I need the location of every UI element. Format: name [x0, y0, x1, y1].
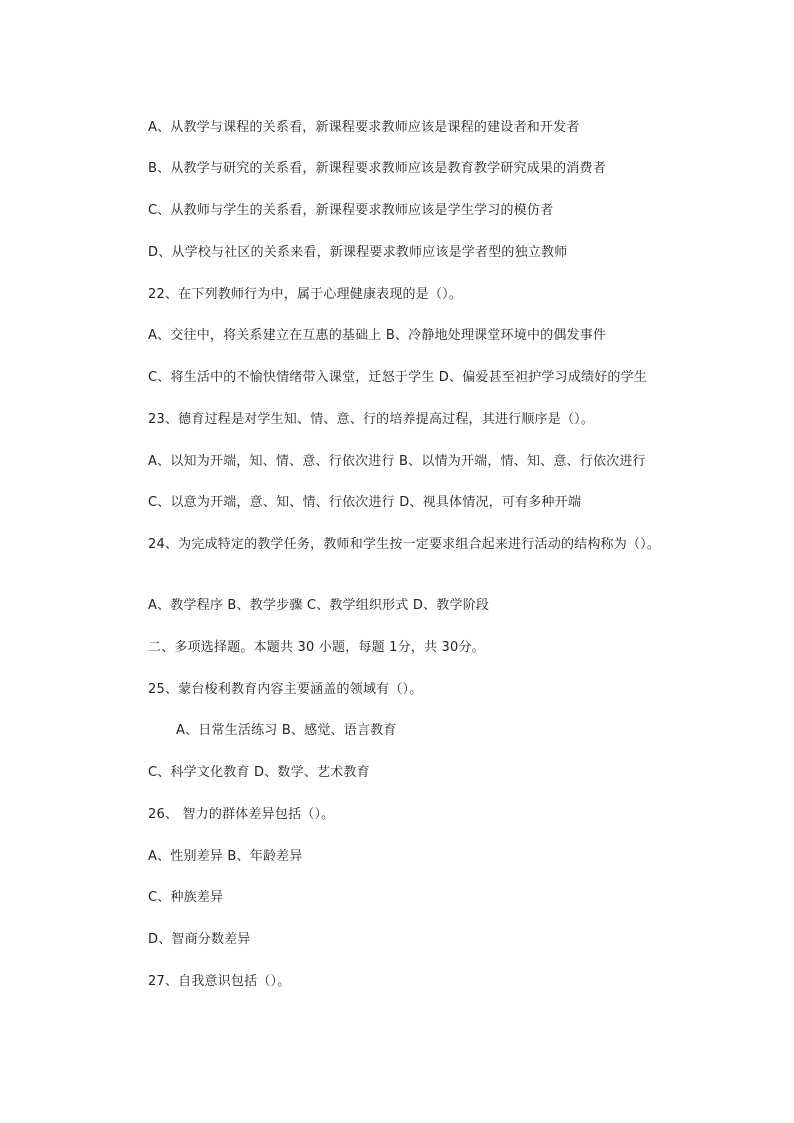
- question-24: 24、为完成特定的教学任务，教师和学生按一定要求组合起来进行活动的结构称为（）。: [148, 537, 661, 552]
- section-heading-multiple-choice: 二、多项选择题。本题共 30 小题，每题 1分，共 30分。: [148, 640, 485, 655]
- question-25-options-cd: C、科学文化教育 D、数学、艺术教育: [148, 765, 370, 780]
- question-26: 26、 智力的群体差异包括（）。: [148, 807, 335, 822]
- question-23: 23、德育过程是对学生知、情、意、行的培养提高过程，其进行顺序是（）。: [148, 412, 595, 427]
- question-26-options-ab: A、性别差异 B、年龄差异: [148, 849, 303, 864]
- question-22-options-cd: C、将生活中的不愉快情绪带入课堂，迁怒于学生 D、偏爱甚至袒护学习成绩好的学生: [148, 370, 648, 385]
- option-d-line: D、从学校与社区的关系来看，新课程要求教师应该是学者型的独立教师: [148, 245, 568, 260]
- option-a-line: A、从教学与课程的关系看，新课程要求教师应该是课程的建设者和开发者: [148, 120, 580, 135]
- question-22: 22、在下列教师行为中，属于心理健康表现的是（）。: [148, 287, 463, 302]
- question-23-options-ab: A、以知为开端，知、情、意、行依次进行 B、以情为开端，情、知、意、行依次进行: [148, 454, 646, 469]
- question-23-options-cd: C、以意为开端，意、知、情、行依次进行 D、视具体情况，可有多种开端: [148, 495, 582, 510]
- question-25-options-ab: A、日常生活练习 B、感觉、语言教育: [176, 723, 397, 738]
- option-b-line: B、从教学与研究的关系看，新课程要求教师应该是教育教学研究成果的消费者: [148, 161, 606, 176]
- question-26-option-c: C、种族差异: [148, 890, 224, 905]
- option-c-line: C、从教师与学生的关系看，新课程要求教师应该是学生学习的模仿者: [148, 203, 554, 218]
- question-24-options: A、教学程序 B、教学步骤 C、教学组织形式 D、教学阶段: [148, 598, 490, 613]
- question-22-options-ab: A、交往中，将关系建立在互惠的基础上 B、冷静地处理课堂环境中的偶发事件: [148, 328, 607, 343]
- question-25: 25、蒙台梭利教育内容主要涵盖的领域有（）。: [148, 682, 423, 697]
- question-27: 27、自我意识包括（）。: [148, 974, 291, 989]
- question-26-option-d: D、智商分数差异: [148, 932, 251, 947]
